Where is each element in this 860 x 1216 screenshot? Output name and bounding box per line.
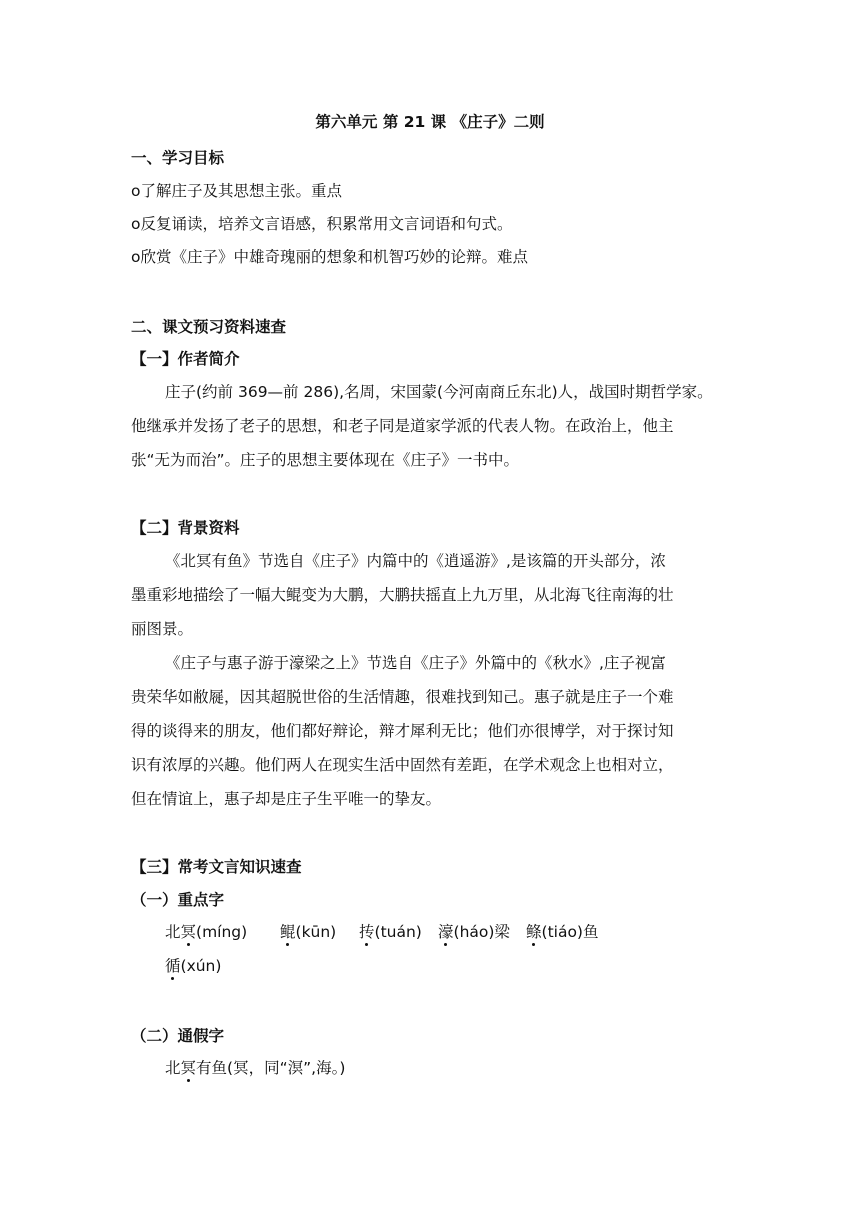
bullet-icon: o [131, 248, 141, 266]
key-word-char: 濠 [438, 920, 454, 942]
background-paragraph-line: 《北冥有鱼》节选自《庄子》内篇中的《逍遥游》,是该篇的开头部分，浓 [165, 552, 666, 570]
key-word-char: 循 [165, 954, 181, 976]
key-word-suffix: 梁 [494, 923, 510, 941]
bullet-icon: o [131, 182, 141, 200]
key-word-item [359, 920, 422, 942]
loan-character-line [165, 1056, 345, 1078]
objective-text: 反复诵读，培养文言语感，积累常用文言词语和句式。 [140, 215, 513, 233]
subsection-heading-loan-characters: （二）通假字 [131, 1027, 225, 1045]
key-word-char: 鲲 [280, 920, 296, 942]
author-paragraph-line: 他继承并发扬了老子的思想，和老子同是道家学派的代表人物。在政治上，他主 [131, 417, 674, 435]
objective-text: 了解庄子及其思想主张。重点 [140, 182, 342, 200]
key-word-item [165, 954, 221, 976]
section-heading-objectives: 一、学习目标 [131, 149, 225, 167]
key-word-item [165, 920, 247, 942]
key-word-char: 冥 [181, 920, 197, 942]
list-item [131, 212, 513, 234]
loan-prefix: 北 [165, 1059, 181, 1077]
subsection-heading-knowledge: 【三】常考文言知识速查 [131, 858, 302, 876]
key-word-reading: (tiáo) [541, 923, 583, 941]
key-word-item [438, 920, 510, 942]
key-word-reading: (tuán) [374, 923, 422, 941]
background-paragraph-line: 贵荣华如敝屣，因其超脱世俗的生活情趣，很难找到知己。惠子就是庄子一个难 [131, 688, 674, 706]
key-word-prefix: 北 [165, 923, 181, 941]
objective-text: 欣赏《庄子》中雄奇瑰丽的想象和机智巧妙的论辩。难点 [140, 248, 528, 266]
key-word-reading: (míng) [196, 923, 248, 941]
author-paragraph-line: 张“无为而治”。庄子的思想主要体现在《庄子》一书中。 [131, 451, 520, 469]
key-word-char: 抟 [359, 920, 375, 942]
page-title: 第六单元 第 21 课 《庄子》二则 [315, 113, 545, 131]
author-paragraph-line: 庄子(约前 369—前 286),名周，宋国蒙(今河南商丘东北)人，战国时期哲学家。 [165, 383, 713, 401]
key-word-char: 鲦 [526, 920, 542, 942]
bullet-icon: o [131, 215, 141, 233]
background-paragraph-line: 识有浓厚的兴趣。他们两人在现实生活中固然有差距，在学术观念上也相对立， [131, 756, 674, 774]
background-paragraph-line: 但在情谊上，惠子却是庄子生平唯一的挚友。 [131, 790, 442, 808]
loan-explanation: 有鱼(冥，同“溟”,海。) [196, 1059, 346, 1077]
background-paragraph-line: 墨重彩地描绘了一幅大鲲变为大鹏，大鹏扶摇直上九万里，从北海飞往南海的壮 [131, 586, 674, 604]
background-paragraph-line: 得的谈得来的朋友，他们都好辩论，辩才犀利无比；他们亦很博学，对于探讨知 [131, 722, 674, 740]
key-word-suffix: 鱼 [582, 923, 599, 941]
section-heading-preview: 二、课文预习资料速查 [131, 318, 287, 336]
key-word-reading: (háo) [453, 923, 495, 941]
subsection-heading-background: 【二】背景资料 [131, 519, 240, 537]
background-paragraph-line: 《庄子与惠子游于濠梁之上》节选自《庄子》外篇中的《秋水》,庄子视富 [165, 654, 666, 672]
key-word-item [280, 920, 336, 942]
list-item [131, 179, 342, 201]
list-item [131, 245, 528, 267]
subsection-heading-key-words: （一）重点字 [131, 891, 225, 909]
key-word-item [526, 920, 599, 942]
loan-char: 冥 [181, 1056, 197, 1078]
key-word-reading: (xún) [180, 957, 222, 975]
background-paragraph-line: 丽图景。 [131, 620, 194, 638]
subsection-heading-author: 【一】作者简介 [131, 350, 240, 368]
key-word-reading: (kūn) [295, 923, 337, 941]
